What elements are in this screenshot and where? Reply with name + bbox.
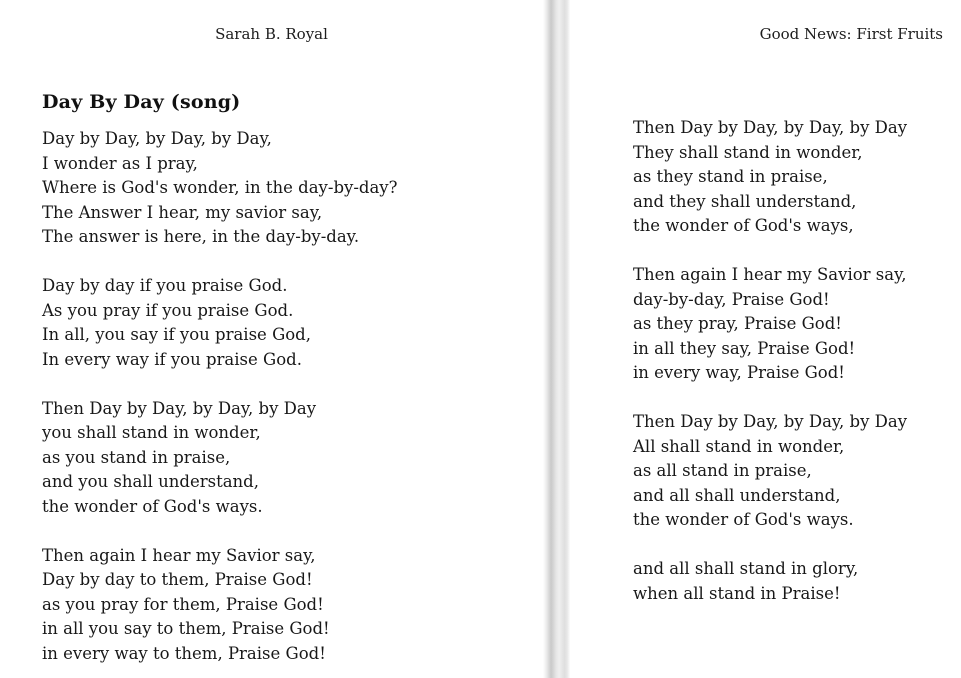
poem-line: when all stand in Praise! <box>633 583 841 603</box>
poem-line: Then again I hear my Savior say, <box>42 545 316 565</box>
poem-line: Then again I hear my Savior say, <box>633 265 907 284</box>
poem-line: in every way to them, Praise God! <box>42 643 326 663</box>
page-right <box>570 0 961 678</box>
poem-line: Then Day by Day, by Day, by Day <box>633 118 908 137</box>
poem-line: as all stand in praise, <box>633 461 812 480</box>
poem-line: as they stand in praise, <box>633 167 828 186</box>
poem-line: in every way, Praise God! <box>633 363 845 382</box>
poem-line: As you pray if you praise God. <box>42 300 294 320</box>
stanza <box>42 127 524 250</box>
left-running-header: Sarah B. Royal <box>215 25 328 43</box>
stanza <box>42 397 524 520</box>
right-running-header: Good News: First Fruits <box>759 25 943 43</box>
stanza <box>633 557 955 606</box>
stanza <box>633 263 955 386</box>
poem-line: the wonder of God's ways. <box>633 510 854 529</box>
poem-line: The answer is here, in the day-by-day. <box>42 227 360 246</box>
poem-line: as you stand in praise, <box>42 447 231 467</box>
poem-line: the wonder of God's ways, <box>633 216 854 235</box>
poem-line: day-by-day, Praise God! <box>633 289 830 309</box>
poem-line: in all they say, Praise God! <box>633 338 856 358</box>
stanza <box>633 410 955 533</box>
stanza <box>42 274 524 372</box>
poem-line: Day by day if you praise God. <box>42 276 288 295</box>
poem-line: In every way if you praise God. <box>42 349 302 369</box>
poem-line: All shall stand in wonder, <box>633 436 845 456</box>
poem-line: The Answer I hear, my savior say, <box>42 202 323 222</box>
page-gutter-shadow <box>543 0 570 678</box>
left-page-body <box>42 127 524 666</box>
poem-line: Day by day to them, Praise God! <box>42 570 313 589</box>
poem-line: and you shall understand, <box>42 472 259 491</box>
stanza <box>633 116 955 239</box>
poem-line: Then Day by Day, by Day, by Day <box>633 412 908 431</box>
poem-line: and all shall understand, <box>633 485 841 505</box>
right-page-body <box>633 116 955 606</box>
stanza <box>42 544 524 667</box>
poem-line: you shall stand in wonder, <box>42 423 261 442</box>
poem-line: as you pray for them, Praise God! <box>42 594 324 614</box>
poem-line: I wonder as I pray, <box>42 153 198 173</box>
poem-line: as they pray, Praise God! <box>633 314 842 333</box>
poem-line: In all, you say if you praise God, <box>42 325 311 344</box>
song-title: Day By Day (song) <box>42 91 241 113</box>
poem-line: Where is God's wonder, in the day-by-day? <box>42 178 398 197</box>
poem-line: Then Day by Day, by Day, by Day <box>42 398 317 418</box>
poem-line: and they shall understand, <box>633 191 857 211</box>
poem-line: and all shall stand in glory, <box>633 559 859 578</box>
poem-line: They shall stand in wonder, <box>633 142 863 162</box>
poem-line: the wonder of God's ways. <box>42 496 263 516</box>
poem-line: in all you say to them, Praise God! <box>42 619 330 638</box>
poem-line: Day by Day, by Day, by Day, <box>42 129 272 148</box>
